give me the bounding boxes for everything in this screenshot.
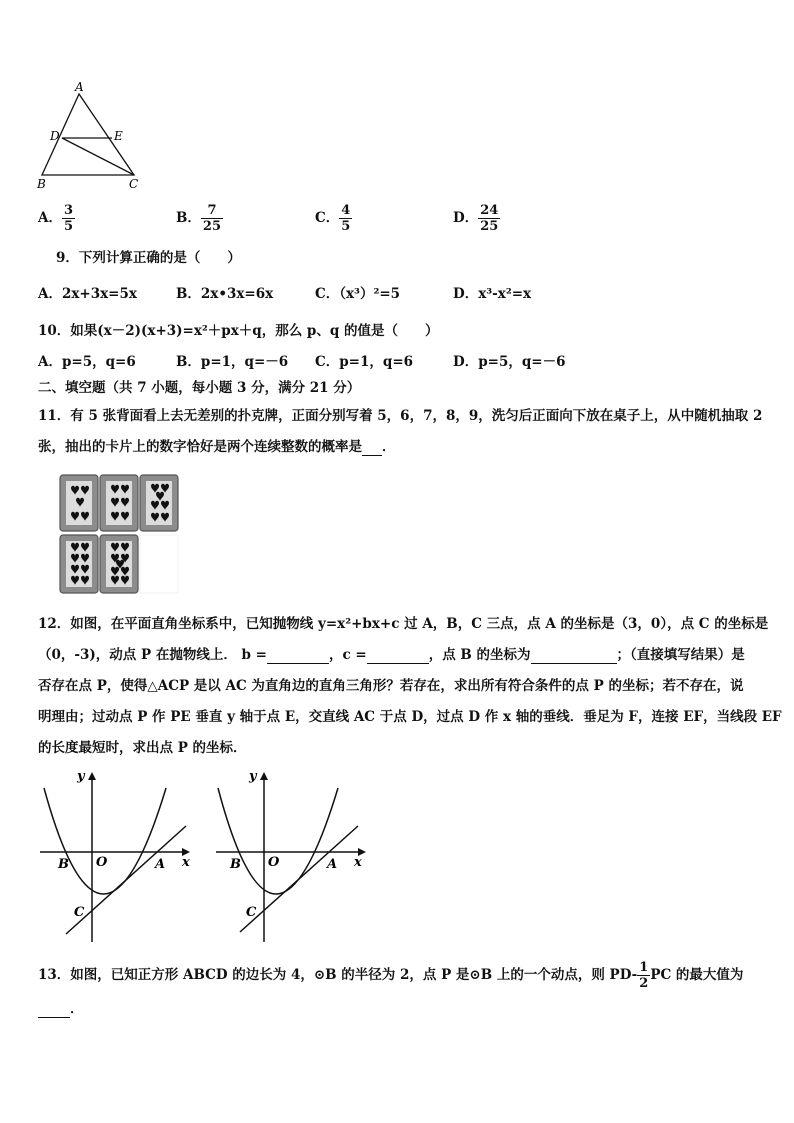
q8-option-a[interactable]: A． $\frac{3}{5}$: [38, 203, 74, 234]
y-axis-label: y: [77, 769, 85, 784]
q10-option-a[interactable]: A．p=5，q=6: [38, 354, 136, 370]
q10-option-b[interactable]: B．p=1，q=－6: [176, 354, 289, 370]
point-c-label: C: [246, 905, 257, 920]
card-8: [60, 535, 98, 593]
q11-line1: 11．有 5 张背面看上去无差别的扑克牌，正面分别写着 5，6，7，8，9，洗匀后正面向下放在桌子上，从中随机抽取 2: [38, 408, 763, 424]
q11-line2: 张，抽出的卡片上的数字恰好是两个连续整数的概率是 ．: [38, 439, 396, 455]
q10-option-c[interactable]: C．p=1，q=6: [315, 354, 414, 370]
q12-line5: 的长度最短时，求出点 P 的坐标．: [38, 740, 247, 756]
x-axis-label: x: [182, 855, 190, 870]
parabola-graph-2: [212, 766, 372, 946]
point-b-label: B: [58, 857, 69, 872]
q13-answer-blank[interactable]: [38, 1003, 70, 1018]
q12-line3: 否存在点 P，使得△ACP 是以 AC 为直角边的直角三角形？若存在，求出所有符合条件的点 P 的坐标；若不存在，说: [38, 678, 744, 694]
vertex-c-label: C: [129, 177, 139, 191]
y-axis-label: y: [249, 769, 257, 784]
q12-point-b-blank[interactable]: [531, 649, 617, 664]
vertex-d-label: D: [50, 129, 60, 143]
q13-line1: 13．如图，已知正方形 ABCD 的边长为 4，⊙B 的半径为 2，点 P 是⊙B 上的一个动点，则 PD- $\frac{1}{2}$ PC 的最大值为: [38, 960, 744, 991]
x-axis-label: x: [354, 855, 362, 870]
vertex-e-label: E: [114, 129, 123, 143]
q10-option-d[interactable]: D．p=5，q=－6: [453, 354, 566, 370]
q13-line2: ．: [38, 1000, 84, 1018]
vertex-a-label: A: [75, 80, 84, 94]
q12-b-blank[interactable]: [267, 649, 329, 664]
q8-option-c[interactable]: C． $\frac{4}{5}$: [315, 203, 351, 234]
q8-option-b[interactable]: B． $\frac{7}{25}$: [176, 203, 222, 234]
q9-option-b[interactable]: B．2x•3x=6x: [176, 286, 274, 302]
q9-option-a[interactable]: A．2x+3x=5x: [38, 286, 137, 302]
parabola-graph-1: [36, 766, 196, 946]
point-a-label: A: [327, 857, 338, 872]
q12-line1: 12．如图，在平面直角坐标系中，已知抛物线 y=x²+bx+c 过 A，B，C 三点，点 A 的坐标是（3，0），点 C 的坐标是: [38, 616, 769, 632]
card-6: [100, 475, 138, 531]
q9-option-c[interactable]: C．（x³）²=5: [315, 286, 401, 302]
q9-stem: 9．下列计算正确的是（ ）: [56, 250, 241, 266]
card-5: [60, 475, 98, 531]
point-a-label: A: [155, 857, 166, 872]
card-9: [100, 535, 138, 593]
q12-line4: 明理由；过动点 P 作 PE 垂直 y 轴于点 E，交直线 AC 于点 D，过点 D 作 x 轴的垂线．垂足为 F，连接 EF，当线段 EF: [38, 709, 782, 725]
origin-label: O: [268, 855, 280, 870]
q12-line2: （0，-3)，动点 P 在抛物线上． b = ，c = ，点 B 的坐标为 ；（直接填写结果）是: [38, 647, 745, 663]
vertex-b-label: B: [37, 177, 46, 191]
point-c-label: C: [74, 905, 85, 920]
q9-option-d[interactable]: D．x³-x²=x: [453, 286, 532, 302]
q8-triangle-figure: [34, 80, 154, 195]
point-b-label: B: [230, 857, 241, 872]
playing-cards-figure: [58, 473, 184, 598]
q8-option-d[interactable]: D． $\frac{24}{25}$: [453, 203, 499, 234]
q11-answer-blank[interactable]: [362, 441, 382, 456]
card-7: [140, 475, 178, 531]
origin-label: O: [96, 855, 108, 870]
q12-c-blank[interactable]: [367, 649, 429, 664]
section-title: 二、填空题（共 7 小题，每小题 3 分，满分 21 分）: [38, 380, 361, 396]
q10-stem: 10．如果(x－2)(x+3)=x²＋px＋q，那么 p、q 的值是（ ）: [38, 323, 439, 339]
